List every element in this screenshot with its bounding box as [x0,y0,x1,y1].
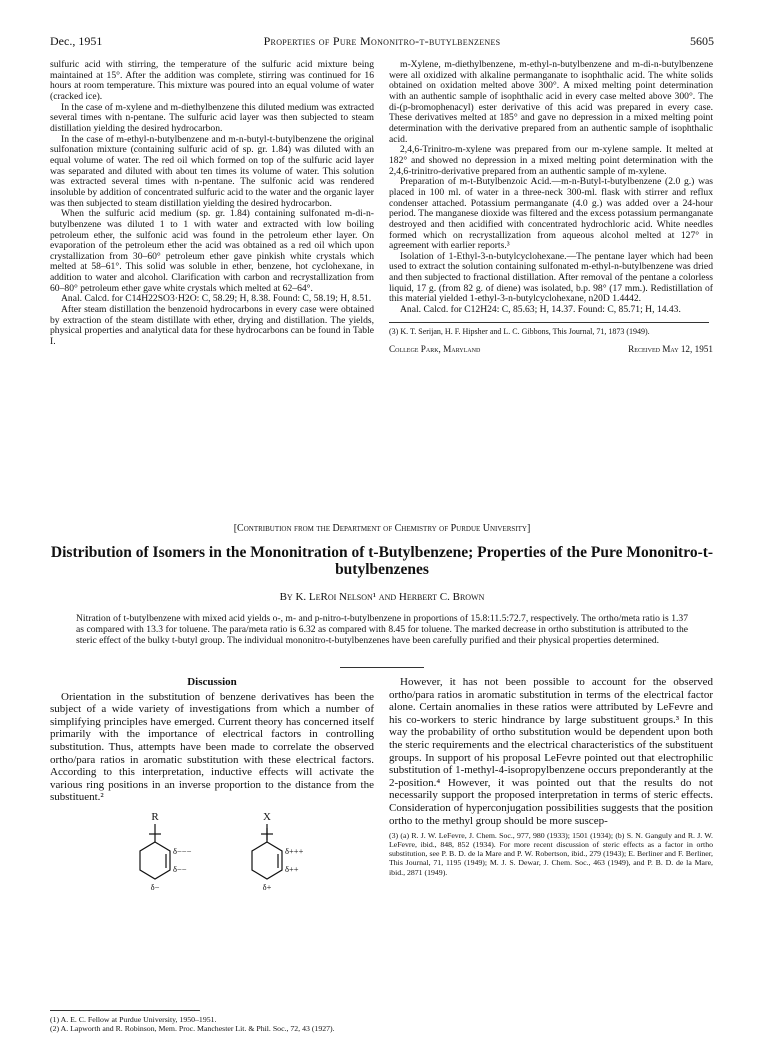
footnote: (3) K. T. Serijan, H. F. Hipsher and L. C. Gibbons, This Journal, 71, 1873 (1949). [389,326,650,336]
paragraph: Orientation in the substitution of benzene derivatives has been the subject of a wide variety of investigations from which a number of simplifying principles have emerged. Current theory has concerned itself primarily with the importance of electrical factors in controlling substitution. Thus, attempts have been made to correlate the observed ortho/para ratios in aromatic substitution with these electrical factors. According to this interpretation, inductive effects will activate the various ring positions in an inverse proportion to the distance from the substituent.² [50,690,374,804]
paragraph: After steam distillation the benzenoid hydrocarbons in every case were obtained by extraction of the steam distillate with ether, drying and distillation. The yields, physical properties and analytical data for these hydrocarbons can be found in Table I. [50,304,374,348]
top-right-column [389,60,713,355]
paragraph: 2,4,6-Trinitro-m-xylene was prepared from our m-xylene sample. It melted at 182° and showed no depression in a mixed melting point determination with the 2,4,6-trinitro-derivative prepared from an authentic sample of m-xylene. [389,144,713,177]
paragraph: In the case of m-xylene and m-diethylbenzene this diluted medium was extracted several times with n-pentane. The sulfuric acid layer was then subjected to steam distillation yielding the desired hydrocarbon. [50,101,374,134]
place-label: College Park, Maryland [389,344,481,355]
discussion-right-column [389,676,713,877]
substituent-x: X [263,810,271,823]
paragraph: In the case of m-ethyl-n-butylbenzene and m-n-butyl-t-butylbenzene the original sulfonation mixture (containing sulfuric acid of sp. gr. 1.84) was diluted with an equal volume of water. The red oil which formed on top of the sulfuric acid layer was separated and diluted with about ten times its volume of water. This solution was extracted several times with n-pentane. The sulfonic acid was rendered insoluble by addition of concentrated sulfuric acid to the water and the organic layer was then subjected to steam distillation yielding the desired hydrocarbon. [50,133,374,209]
header-date: Dec., 1951 [50,34,103,48]
paragraph: When the sulfuric acid medium (sp. gr. 1.84) containing sulfonated m-di-n-butylbenzene was diluted 1 to 1 with water and extracted with low boiling petroleum ether, the sulfonic acid was found in the petroleum ether layer. On evaporation of the petroleum ether the acid was obtained as a red oil which upon crystallization from 30–60° petroleum ether gave pinkish white crystals which melted at 58–61°. This solid was soluble in ether, benzene, hot cyclohexane, in addition to water and alcohol. Clarification with carbon and recrystallization from 60–80° petroleum ether gave white crystals which melted at 62–64°. [50,208,374,294]
para-charge-label: δ− [150,881,160,892]
dateline [389,344,713,355]
para-charge-label: δ+ [262,881,272,892]
ortho-charge-label: δ+++ [285,845,304,856]
abstract: Nitration of t-butylbenzene with mixed acid yields o-, m- and p-nitro-t-butylbenzene in proportions of 15.8:11.5:72.7, respectively. The ortho/meta ratio is 1.37 as compared with 13.3 for toluene. The para/meta ratio is 6.32 as compared with 8.45 for toluene. The marked decrease in ortho substitution is attributed to the steric effect of the bulky t-butyl group. The individual mononitro-t-butylbenzenes have been carefully purified and their physical properties determined. [76,613,688,646]
paragraph: sulfuric acid with stirring, the temperature of the sulfuric acid mixture being maintained at 15°. After the addition was complete, stirring was continued for 16 hours at room temperature. This mixture was poured into an equal volume of water (cracked ice). [50,59,374,102]
footnote: (2) A. Lapworth and R. Robinson, Mem. Proc. Manchester Lit. & Phil. Soc., 72, 43 (1927). [50,1024,335,1034]
author-line: By K. LeRoi Nelson¹ and Herbert C. Brown [279,591,485,603]
footnotes-left [50,1004,374,1033]
top-left-column [50,60,374,348]
footnote-divider [50,1010,200,1011]
ortho-charge-label: δ−−− [173,845,192,856]
page-number: 5605 [690,34,714,48]
running-header [50,34,714,48]
section-rule [340,667,424,668]
header-title: Properties of Pure Mononitro-t-butylbenzenes [263,34,501,48]
footnote-divider [389,322,709,323]
paragraph: Isolation of 1-Ethyl-3-n-butylcyclohexane.—The pentane layer which had been used to extract the solution containing sulfonated m-ethyl-n-butylbenzene was dried and then subjected to fractional distillation. After removal of the pentane a colorless liquid, 17 g. (from 82 g. of diene) was isolated, b.p. 98° (17 mm.). Redistillation of this material yielded 1-ethyl-3-n-butylcyclohexane, n20D 1.4442. [389,250,713,305]
paragraph: m-Xylene, m-diethylbenzene, m-ethyl-n-butylbenzene and m-di-n-butylbenzene were all oxidized with alkaline permanganate to isophthalic acid. The white solids obtained on oxidation melted above 300°. A mixed melting point determination with an authentic sample of isophthalic acid in every case melted above 300°. The di-(p-bromophenacyl) ester derivative of this acid was prepared in every case. These derivatives melted at 185° and gave no depression in a mixed melting point determination with the derivative prepared from an authentic sample of isophthalic acid. [389,59,713,145]
analysis-paragraph: Anal. Calcd. for C14H22SO3·H2O: C, 58.29; H, 8.38. Found: C, 58.19; H, 8.51. [61,293,372,305]
section-heading: Discussion [187,676,237,688]
paragraph: Preparation of m-t-Butylbenzoic Acid.—m-n-Butyl-t-butylbenzene (2.0 g.) was placed in 100 ml. of water in a three-neck 300-ml. flask with stirrer and reflux condenser attached. Potassium permanganate (4.0 g.) was added over a 24-hour period. The manganese dioxide was filtered and the excess potassium permanganate destroyed and then acidified with concentrated hydrochloric acid. White needles formed which on recrystallization from aqueous alcohol melted at 127° in agreement with earlier reports.³ [389,176,713,252]
analysis-paragraph: Anal. Calcd. for C12H24: C, 85.63; H, 14.37. Found: C, 85.71; H, 14.43. [400,304,681,316]
contribution-line: [Contribution from the Department of Chemistry of Purdue University] [233,523,531,534]
charge-distribution-figure [50,810,374,928]
discussion-left-column [50,676,374,928]
benzene-rings-diagram [50,810,374,928]
paragraph: However, it has not been possible to account for the observed ortho/para ratios in aromatic substitution in terms of the electrical factor alone. Certain anomalies in these ratios were attributed by LeFevre and his co-workers to steric hindrance by large substituent groups.³ In this way the probability of ortho substitution would be dependent upon both the steric requirements and the electrical characteristics of the substituent groups. In support of his proposal LeFevre pointed out that electrophilic substitution of 1-methyl-4-isopropylbenzene occurs preponderantly at the 2-position.⁴ However, it was pointed out that the results do not necessarily support the proposed interpretation in terms of steric effects. Consideration of hyperconjugation possibilities suggests that the position ortho to the methyl group should be more suscep- [389,676,713,827]
article-title: Distribution of Isomers in the Mononitration of t-Butylbenzene; Properties of the Pure Mononitro-t-butylbenzenes [50,544,714,578]
received-label: Received May 12, 1951 [628,344,713,355]
meta-charge-label: δ−− [173,863,187,874]
footnote: (3) (a) R. J. W. LeFevre, J. Chem. Soc., 977, 980 (1933); 1501 (1934); (b) S. N. Ganguly and R. J. W. LeFevre, ibid., 848, 852 (1934). For more recent discussion of steric effects as a factor in ortho substitution, see P. B. D. de la Mare and P. W. Robertson, ibid., 279 (1943); E. Berliner and F. Berliner, This Journal, 71, 1195 (1949); M. J. S. Dewar, J. Chem. Soc., 463 (1949), and P. B. D. de la Mare, ibid., 2871 (1949). [389,831,713,877]
meta-charge-label: δ++ [285,863,299,874]
substituent-r: R [151,810,159,823]
footnote: (1) A. E. C. Fellow at Purdue University, 1950–1951. [50,1015,217,1024]
